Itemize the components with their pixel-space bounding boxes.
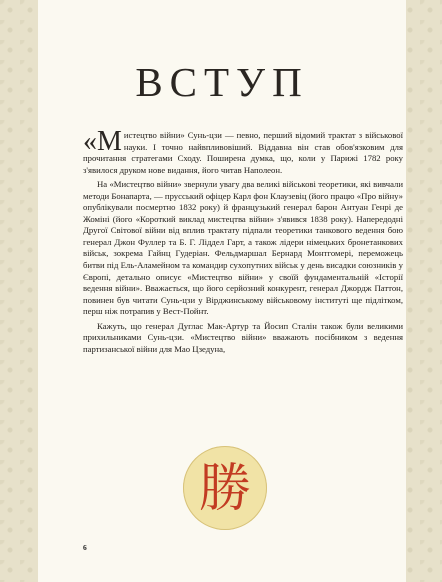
chapter-title: ВСТУП [135,59,309,105]
seal-glyph-graphic [183,446,267,530]
drop-cap: «М [83,126,122,157]
paragraph-3: Кажуть, що генерал Дуглас Мак-Артур та Йосип Сталін також були великими прихильниками Сунь-цзи. «Мистецтво війни» вважають посібником з ведення партизанської війни для Мао Цзедуна, [83,320,403,354]
paragraph-2: На «Мистецтво війни» звернули увагу два великі військові теоретики, які вивчали методи Бонапарта, — прусський офіцер Карл фон Клаузевіц (його працю «Про війну» опублікували посмертно 1832 року) й французький генерал барон Антуан Генрі де Жоміні (його «Короткий виклад мистецтва війни» з'явився 1838 року). Напередодні Другої Світової війни від вплив трактату підпали теоретики танкового ведення бою генерал Джон Фуллер та Б. Г. Ліддел Гарт, а також лідери німецьких бронетанкових військ, зокрема Гайнц Гудеріан. Фельдмаршал Бернард Монтгомері, переможець битви під Ель-Аламейном та командир сухопутних військ у день висадки союзників у Європі, детально описує «Мистецтво війни» у своїй фундаментальній «Історії ведення війни». Вважається, що його серйозний конкурент, генерал Джордж Паттон, повинен був читати Сунь-цзи у Вірджинському військовому інституті ще підлітком, перш ніж потрапив у Вест-Пойнт. [83,179,403,317]
page-number: 6 [83,543,87,552]
seal-glyph: 勝 [198,459,252,519]
paragraph-1-text: истецтво війни» Сунь-цзи — певно, перший відомий трактат з військової науки. І точно найвпливовіший. Віддавна він став обов'язковим для прочитання стратегами Сходу. Поширена думка, що, коли у Парижі 1782 року з'явилося друком нове видання, його читав Наполеон. [83,130,403,175]
victory-seal-icon [183,446,267,530]
body-text [83,126,403,355]
paragraph-1 [83,126,403,176]
